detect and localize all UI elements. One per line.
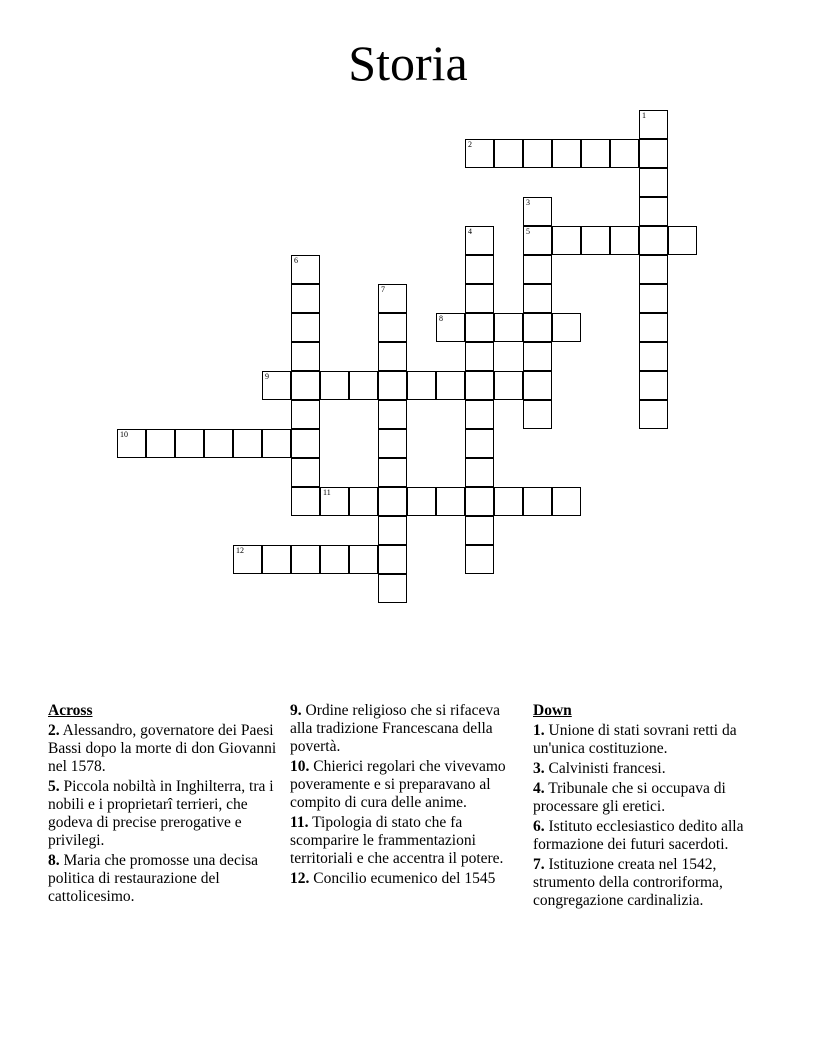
grid-cell[interactable] xyxy=(465,487,494,516)
grid-cell[interactable] xyxy=(639,139,668,168)
grid-cell[interactable] xyxy=(523,313,552,342)
grid-cell[interactable] xyxy=(436,313,465,342)
clue-item xyxy=(48,722,278,776)
grid-cell[interactable] xyxy=(523,255,552,284)
clue-label-number: 8. xyxy=(48,852,60,869)
grid-cell[interactable] xyxy=(378,371,407,400)
grid-cell[interactable] xyxy=(610,226,639,255)
clue-item xyxy=(533,780,763,816)
grid-cell[interactable] xyxy=(320,371,349,400)
clue-item xyxy=(533,856,763,910)
grid-cell[interactable] xyxy=(349,545,378,574)
grid-cell[interactable] xyxy=(378,342,407,371)
grid-cell[interactable] xyxy=(378,458,407,487)
clue-number: 9 xyxy=(265,372,269,381)
grid-cell[interactable] xyxy=(465,313,494,342)
grid-cell[interactable] xyxy=(378,313,407,342)
grid-cell[interactable] xyxy=(378,545,407,574)
clue-text: Chierici regolari che vivevamo poveramente e si preparavano al compito di cura delle anime. xyxy=(290,758,506,811)
clue-text: Piccola nobiltà in Inghilterra, tra i nobili e i proprietarî terrieri, che godeva di precise prerogative e privilegi. xyxy=(48,778,274,849)
clue-number: 6 xyxy=(294,256,298,265)
grid-cell[interactable] xyxy=(291,284,320,313)
grid-cell[interactable] xyxy=(552,313,581,342)
grid-cell[interactable] xyxy=(146,429,175,458)
grid-cell[interactable] xyxy=(465,139,494,168)
grid-cell[interactable] xyxy=(610,139,639,168)
clue-label-number: 9. xyxy=(290,702,302,719)
grid-cell[interactable] xyxy=(639,110,668,139)
grid-cell[interactable] xyxy=(465,342,494,371)
clue-label-number: 6. xyxy=(533,818,545,835)
grid-cell[interactable] xyxy=(552,487,581,516)
down-clues-column xyxy=(533,702,763,912)
grid-cell[interactable] xyxy=(378,284,407,313)
grid-cell[interactable] xyxy=(639,284,668,313)
grid-cell[interactable] xyxy=(291,342,320,371)
grid-cell[interactable] xyxy=(378,516,407,545)
grid-cell[interactable] xyxy=(378,429,407,458)
grid-cell[interactable] xyxy=(436,371,465,400)
clue-number: 2 xyxy=(468,140,472,149)
grid-cell[interactable] xyxy=(639,371,668,400)
clue-text: Istituto ecclesiastico dedito alla formazione dei futuri sacerdoti. xyxy=(533,818,744,853)
grid-cell[interactable] xyxy=(523,139,552,168)
grid-cell[interactable] xyxy=(291,400,320,429)
clue-item xyxy=(290,758,522,812)
grid-cell[interactable] xyxy=(639,168,668,197)
grid-cell[interactable] xyxy=(639,313,668,342)
grid-cell[interactable] xyxy=(262,545,291,574)
clue-label-number: 7. xyxy=(533,856,545,873)
grid-cell[interactable] xyxy=(639,400,668,429)
clue-item xyxy=(533,760,763,778)
grid-cell[interactable] xyxy=(233,429,262,458)
grid-cell[interactable] xyxy=(204,429,233,458)
grid-cell[interactable] xyxy=(494,487,523,516)
grid-cell[interactable] xyxy=(320,545,349,574)
clue-text: Tribunale che si occupava di processare gli eretici. xyxy=(533,780,726,815)
grid-cell[interactable] xyxy=(552,226,581,255)
across-clues-column-2 xyxy=(290,702,522,890)
clue-item xyxy=(290,814,522,868)
clue-item xyxy=(533,818,763,854)
clue-number: 11 xyxy=(323,488,331,497)
clue-label-number: 3. xyxy=(533,760,545,777)
grid-cell[interactable] xyxy=(349,487,378,516)
clue-number: 3 xyxy=(526,198,530,207)
grid-cell[interactable] xyxy=(465,458,494,487)
grid-cell[interactable] xyxy=(552,139,581,168)
clue-text: Unione di stati sovrani retti da un'unica costituzione. xyxy=(533,722,737,757)
grid-cell[interactable] xyxy=(523,226,552,255)
grid-cell[interactable] xyxy=(465,429,494,458)
across-clues-column-1 xyxy=(48,702,278,908)
grid-cell[interactable] xyxy=(320,487,349,516)
clue-number: 10 xyxy=(120,430,128,439)
grid-cell[interactable] xyxy=(494,371,523,400)
grid-cell[interactable] xyxy=(494,139,523,168)
clues-heading: Across xyxy=(48,702,93,719)
grid-cell[interactable] xyxy=(262,371,291,400)
grid-cell[interactable] xyxy=(378,487,407,516)
grid-cell[interactable] xyxy=(349,371,378,400)
clue-item xyxy=(290,870,522,888)
grid-cell[interactable] xyxy=(465,545,494,574)
clue-label-number: 5. xyxy=(48,778,60,795)
clue-text: Tipologia di stato che fa scomparire le frammentazioni territoriali e che accentra il potere. xyxy=(290,814,504,867)
clue-label-number: 4. xyxy=(533,780,545,797)
grid-cell[interactable] xyxy=(465,371,494,400)
clue-label-number: 10. xyxy=(290,758,310,775)
grid-cell[interactable] xyxy=(523,400,552,429)
grid-cell[interactable] xyxy=(668,226,697,255)
clue-number: 5 xyxy=(526,227,530,236)
clue-label-number: 11. xyxy=(290,814,309,831)
grid-cell[interactable] xyxy=(291,458,320,487)
clue-text: Maria che promosse una decisa politica di restaurazione del cattolicesimo. xyxy=(48,852,259,905)
clue-text: Istituzione creata nel 1542, strumento della controriforma, congregazione cardinalizia. xyxy=(533,856,723,909)
grid-cell[interactable] xyxy=(639,255,668,284)
grid-cell[interactable] xyxy=(291,255,320,284)
clue-label-number: 12. xyxy=(290,870,310,887)
grid-cell[interactable] xyxy=(523,342,552,371)
clue-number: 12 xyxy=(236,546,244,555)
clue-label-number: 2. xyxy=(48,722,60,739)
grid-cell[interactable] xyxy=(465,516,494,545)
clues-heading: Down xyxy=(533,702,572,719)
grid-cell[interactable] xyxy=(378,574,407,603)
clue-text: Alessandro, governatore dei Paesi Bassi dopo la morte di don Giovanni nel 1578. xyxy=(48,722,277,775)
grid-cell[interactable] xyxy=(175,429,204,458)
grid-cell[interactable] xyxy=(523,197,552,226)
grid-cell[interactable] xyxy=(465,400,494,429)
grid-cell[interactable] xyxy=(291,313,320,342)
puzzle-title: Storia xyxy=(348,35,468,91)
grid-cell[interactable] xyxy=(436,487,465,516)
clue-text: Concilio ecumenico del 1545 xyxy=(309,870,496,887)
grid-cell[interactable] xyxy=(639,226,668,255)
grid-cell[interactable] xyxy=(465,284,494,313)
grid-cell[interactable] xyxy=(291,545,320,574)
clue-number: 8 xyxy=(439,314,443,323)
clue-label-number: 1. xyxy=(533,722,545,739)
grid-cell[interactable] xyxy=(523,284,552,313)
grid-cell[interactable] xyxy=(494,313,523,342)
grid-cell[interactable] xyxy=(291,429,320,458)
clue-text: Ordine religioso che si rifaceva alla tradizione Francescana della povertà. xyxy=(290,702,501,755)
grid-cell[interactable] xyxy=(291,487,320,516)
grid-cell[interactable] xyxy=(407,371,436,400)
clue-item xyxy=(533,722,763,758)
grid-cell[interactable] xyxy=(378,400,407,429)
grid-cell[interactable] xyxy=(639,197,668,226)
clue-text: Calvinisti francesi. xyxy=(544,760,666,777)
grid-cell[interactable] xyxy=(523,371,552,400)
grid-cell[interactable] xyxy=(262,429,291,458)
clue-number: 1 xyxy=(642,111,646,120)
grid-cell[interactable] xyxy=(523,487,552,516)
grid-cell[interactable] xyxy=(407,487,436,516)
grid-cell[interactable] xyxy=(581,139,610,168)
clue-number: 4 xyxy=(468,227,472,236)
grid-cell[interactable] xyxy=(117,429,146,458)
grid-cell[interactable] xyxy=(465,226,494,255)
grid-cell[interactable] xyxy=(639,342,668,371)
clue-number: 7 xyxy=(381,285,385,294)
grid-cell[interactable] xyxy=(581,226,610,255)
grid-cell[interactable] xyxy=(291,371,320,400)
grid-cell[interactable] xyxy=(233,545,262,574)
clue-item xyxy=(290,702,522,756)
grid-cell[interactable] xyxy=(465,255,494,284)
clue-item xyxy=(48,778,278,850)
clue-item xyxy=(48,852,278,906)
